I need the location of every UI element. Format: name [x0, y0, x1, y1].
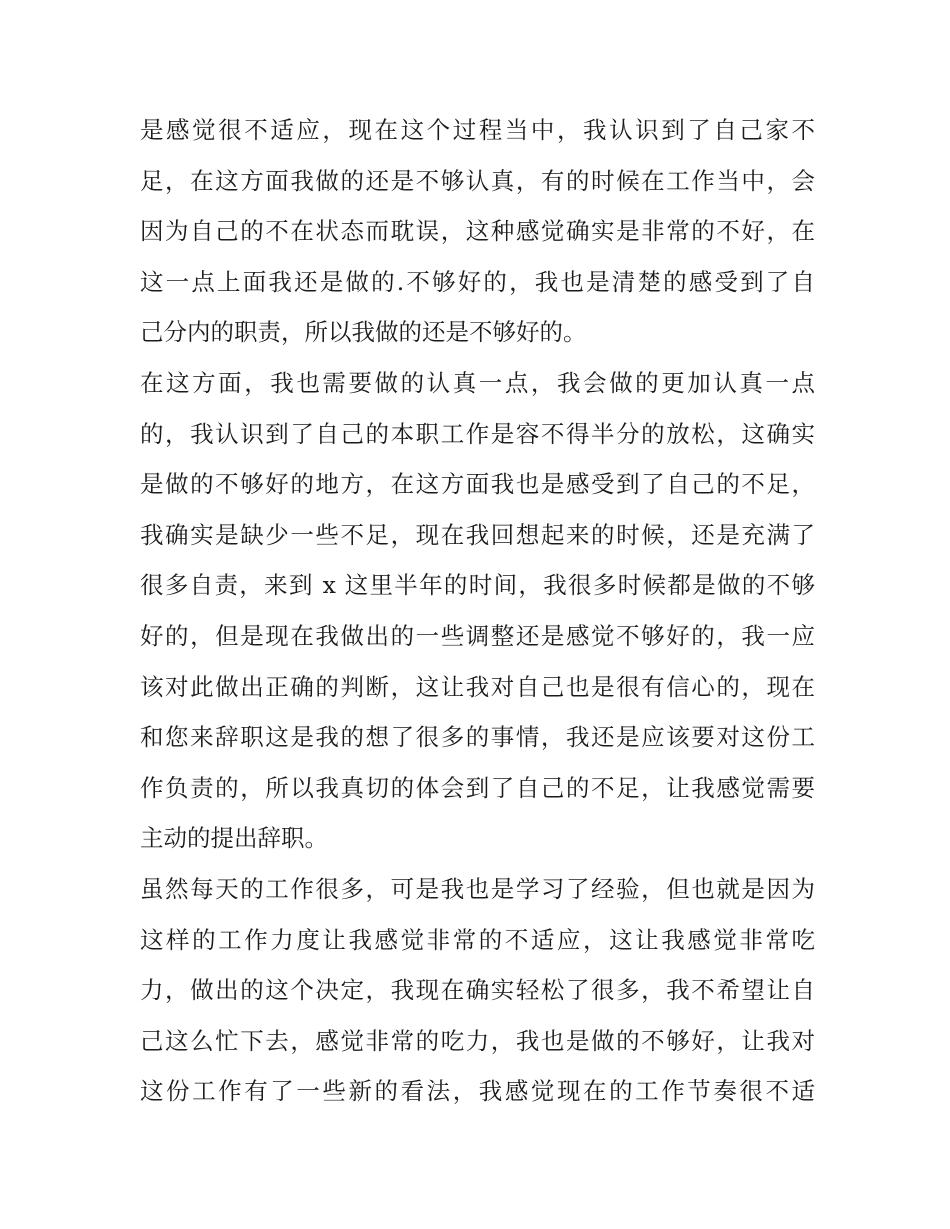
- paragraph-2: [140, 358, 815, 864]
- text-line: 是做的不够好的地方，在这方面我也是感受到了自己的不足，: [140, 470, 815, 499]
- text-line: 因为自己的不在状态而耽误，这种感觉确实是非常的不好，在: [140, 217, 815, 246]
- text-line: 这份工作有了一些新的看法，我感觉现在的工作节奏很不适: [140, 1077, 815, 1106]
- text-line: 足，在这方面我做的还是不够认真，有的时候在工作当中，会: [140, 166, 815, 195]
- text-line: 作负责的，所以我真切的体会到了自己的不足，让我感觉需要: [140, 773, 815, 802]
- text-line: 好的，但是现在我做出的一些调整还是感觉不够好的，我一应: [140, 621, 815, 650]
- text-line: 在这方面，我也需要做的认真一点，我会做的更加认真一点: [140, 368, 815, 397]
- text-line: 力，做出的这个决定，我现在确实轻松了很多，我不希望让自: [140, 976, 815, 1005]
- text-line: 这样的工作力度让我感觉非常的不适应，这让我感觉非常吃: [140, 925, 815, 954]
- text-line: 该对此做出正确的判断，这让我对自己也是很有信心的，现在: [140, 672, 815, 701]
- text-line: 主动的提出辞职。: [140, 824, 328, 853]
- paragraph-1: [140, 105, 815, 358]
- paragraph-3: [140, 864, 815, 1117]
- text-line: 是感觉很不适应，现在这个过程当中，我认识到了自己家不: [140, 116, 815, 144]
- text-line: 很多自责，来到 x 这里半年的时间，我很多时候都是做的不够: [140, 571, 815, 600]
- document-body: [140, 105, 815, 1117]
- text-line: 的，我认识到了自己的本职工作是容不得半分的放松，这确实: [140, 419, 815, 448]
- text-line: 我确实是缺少一些不足，现在我回想起来的时候，还是充满了: [140, 520, 815, 549]
- text-line: 虽然每天的工作很多，可是我也是学习了经验，但也就是因为: [140, 874, 815, 903]
- text-line: 己这么忙下去，感觉非常的吃力，我也是做的不够好，让我对: [140, 1026, 815, 1055]
- text-line: 己分内的职责，所以我做的还是不够好的。: [140, 318, 587, 347]
- text-line: 和您来辞职这是我的想了很多的事情，我还是应该要对这份工: [140, 723, 815, 752]
- text-line: 这一点上面我还是做的.不够好的，我也是清楚的感受到了自: [140, 267, 815, 296]
